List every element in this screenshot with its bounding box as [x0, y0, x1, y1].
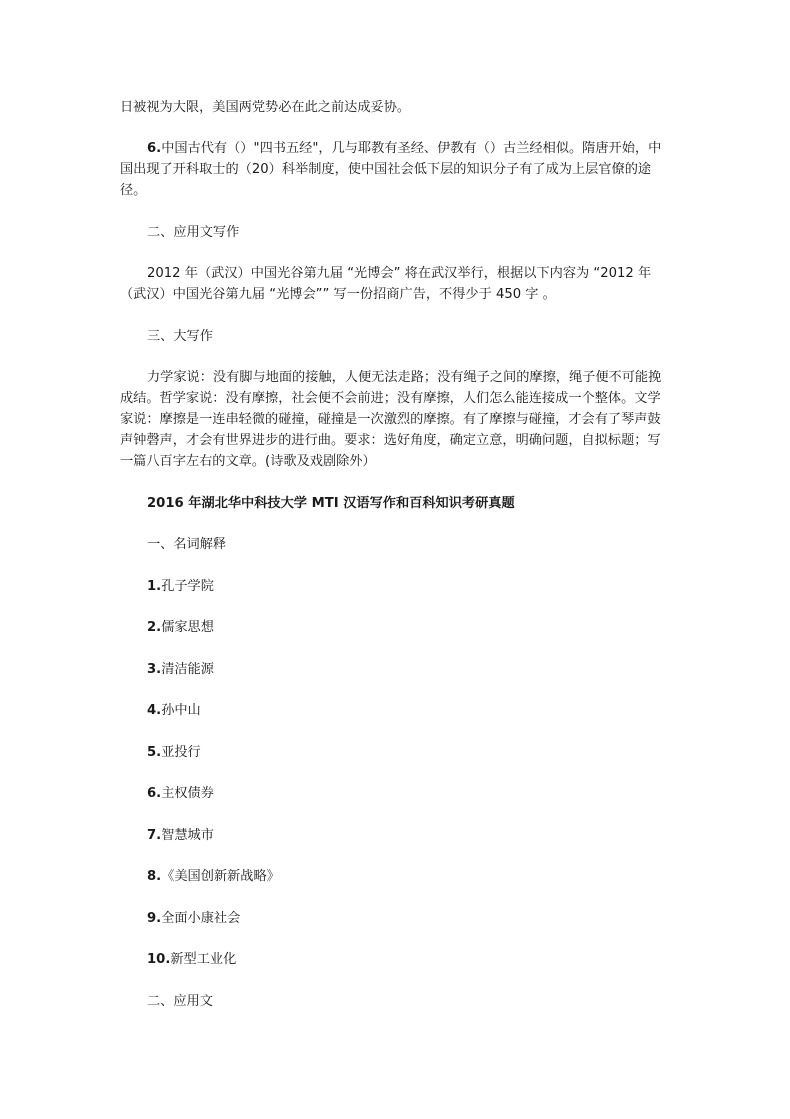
term-item: 6.主权债券	[147, 786, 214, 801]
question-6-text: 中国古代有（）"四书五经"，几与耶教有圣经、伊教有（）古兰经相似。隋唐开始，中国出现了开科取士的（20）科举制度，使中国社会低下层的知识分子有了成为上层官僚的途径。	[120, 141, 662, 198]
term-item: 10.新型工业化	[147, 952, 237, 967]
term-item: 2.儒家思想	[147, 620, 214, 635]
question-6-number: 6.	[147, 141, 162, 156]
question-6	[120, 138, 668, 201]
term-item: 7.智慧城市	[147, 828, 214, 843]
part-1-heading: 一、名词解释	[147, 537, 227, 552]
term-item: 9.全面小康社会	[147, 911, 241, 926]
term-item: 5.亚投行	[147, 745, 201, 760]
section-2-text: 2012 年（武汉）中国光谷第九届 “光博会” 将在武汉举行，根据以下内容为 “2012 年（武汉）中国光谷第九届 “光博会”” 写一份招商广告，不得少于 450 字 。	[120, 266, 652, 302]
section-3-text: 力学家说：没有脚与地面的接触，人便无法走路；没有绳子之间的摩擦，绳子便不可能挽成结。哲学家说：没有摩擦，社会便不会前进；没有摩擦，人们怎么能连接成一个整体。文学家说：摩擦是一连串轻微的碰撞，碰撞是一次激烈的摩擦。有了摩擦与碰撞，才会有了琴声鼓声钟磬声，才会有世界进步的进行曲。要求：选好角度，确定立意，明确问题，自拟标题；写一篇八百字左右的文章。(诗歌及戏剧除外）	[120, 370, 662, 469]
term-item: 8.《美国创新新战略》	[147, 869, 280, 884]
section-2-heading: 二、应用文写作	[147, 225, 240, 240]
section-3-heading: 三、大写作	[147, 329, 213, 344]
term-item: 3.清洁能源	[147, 662, 214, 677]
term-item: 4.孙中山	[147, 703, 201, 718]
part-2-heading: 二、应用文	[147, 994, 213, 1009]
term-item: 1.孔子学院	[147, 579, 214, 594]
exam-title: 2016 年湖北华中科技大学 MTI 汉语写作和百科知识考研真题	[147, 496, 515, 511]
continuation-text: 日被视为大限，美国两党势必在此之前达成妥协。	[120, 100, 411, 115]
